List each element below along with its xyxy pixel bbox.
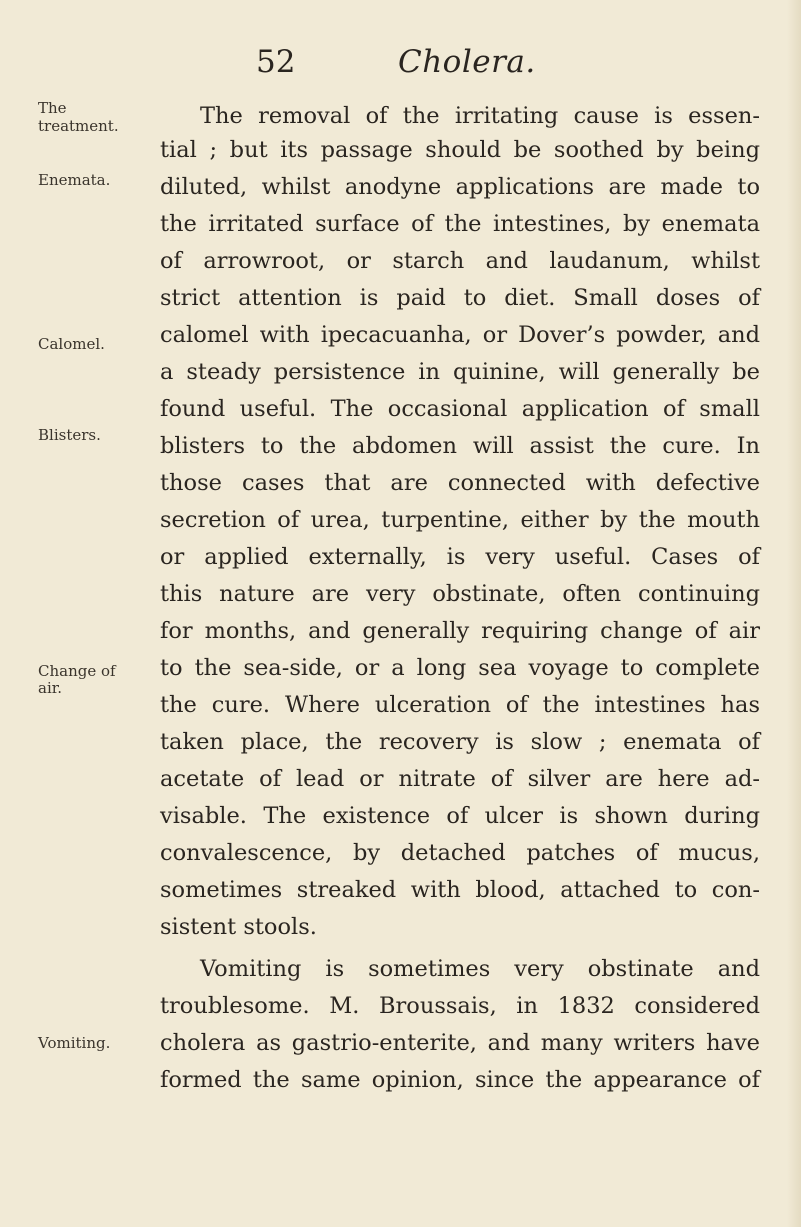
margin-note-the: The — [38, 99, 67, 117]
margin-note-enemata: Enemata. — [38, 171, 111, 189]
margin-note-calomel: Calomel. — [38, 335, 105, 353]
margin-note-change-of: Change of — [38, 662, 116, 680]
text-line: this nature are very obstinate, often continuing — [160, 581, 760, 607]
text-line: blisters to the abdomen will assist the cure. In — [160, 433, 760, 459]
text-line: convalescence, by detached patches of mucus, — [160, 840, 760, 866]
text-line: the irritated surface of the intestines, by enemata — [160, 211, 760, 237]
text-line: cholera as gastrio-enterite, and many writers have — [160, 1030, 760, 1056]
text-line: acetate of lead or nitrate of silver are here ad- — [160, 766, 760, 792]
margin-note-treatment: treatment. — [38, 117, 119, 135]
text-line: The removal of the irritating cause is essen- — [200, 103, 760, 129]
margin-note-blisters: Blisters. — [38, 426, 101, 444]
page-number: 52 — [256, 44, 296, 80]
text-line: the cure. Where ulceration of the intestines has — [160, 692, 760, 718]
text-line: found useful. The occasional application of small — [160, 396, 760, 422]
text-line: for months, and generally requiring change of air — [160, 618, 760, 644]
text-line: strict attention is paid to diet. Small doses of — [160, 285, 760, 311]
text-line: a steady persistence in quinine, will generally be — [160, 359, 760, 385]
text-line: sistent stools. — [160, 914, 317, 940]
text-line: Vomiting is sometimes very obstinate and — [200, 956, 760, 982]
text-line: visable. The existence of ulcer is shown during — [160, 803, 760, 829]
text-line: those cases that are connected with defective — [160, 470, 760, 496]
text-line: formed the same opinion, since the appearance of — [160, 1067, 760, 1093]
text-line: troublesome. M. Broussais, in 1832 considered — [160, 993, 760, 1019]
text-line: diluted, whilst anodyne applications are made to — [160, 174, 760, 200]
text-line: to the sea-side, or a long sea voyage to complete — [160, 655, 760, 681]
text-line: tial ; but its passage should be soothed by being — [160, 137, 760, 163]
margin-note-air: air. — [38, 679, 63, 697]
margin-note-vomiting: Vomiting. — [38, 1034, 111, 1052]
text-line: taken place, the recovery is slow ; enemata of — [160, 729, 760, 755]
text-line: or applied externally, is very useful. Cases of — [160, 544, 760, 570]
text-line: secretion of urea, turpentine, either by the mouth — [160, 507, 760, 533]
text-line: calomel with ipecacuanha, or Dover’s powder, and — [160, 322, 760, 348]
running-title: Cholera. — [398, 44, 536, 80]
text-line: of arrowroot, or starch and laudanum, whilst — [160, 248, 760, 274]
text-line: sometimes streaked with blood, attached to con- — [160, 877, 760, 903]
